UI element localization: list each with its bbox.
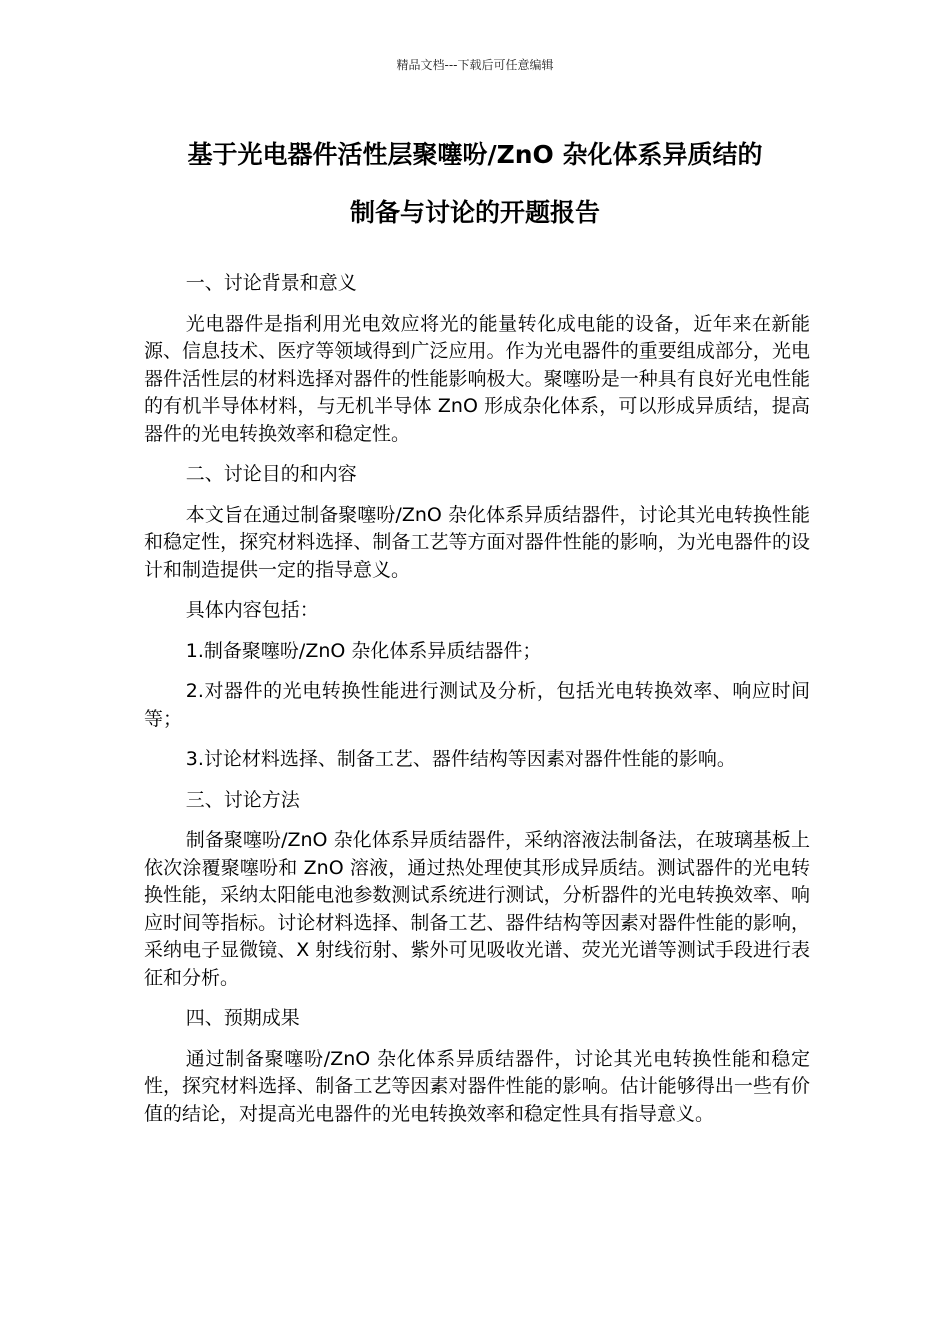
document-title-line-1: 基于光电器件活性层聚噻吩/ZnO 杂化体系异质结的 xyxy=(187,140,763,169)
content-item-1: 1.制备聚噻吩/ZnO 杂化体系异质结器件； xyxy=(185,639,542,662)
section-heading-method: 三、讨论方法 xyxy=(185,788,300,811)
section-heading-outcome: 四、预期成果 xyxy=(185,1007,300,1029)
document-body xyxy=(144,270,810,1141)
content-item-3: 3.讨论材料选择、制备工艺、器件结构等因素对器件性能的影响。 xyxy=(185,748,736,770)
document-title-line-2: 制备与讨论的开题报告 xyxy=(349,198,600,227)
paragraph-method: 制备聚噻吩/ZnO 杂化体系异质结器件，采纳溶液法制备法，在玻璃基板上依次涂覆聚噻吩和 ZnO 溶液，通过热处理使其形成异质结。测试器件的光电转换性能，采纳太阳能电池参数测试系统进行测试，分析器件的光电转换效率、响应时间等指标。讨论材料选择、制备工艺、器件结构等因素对器件性能的影响，采纳电子显微镜、X 射线衍射、紫外可见吸收光谱、荧光光谱等测试手段进行表征和分析。 xyxy=(144,829,810,989)
content-item-2: 2.对器件的光电转换性能进行测试及分析，包括光电转换效率、响应时间等； xyxy=(144,680,810,730)
paragraph-background: 光电器件是指利用光电效应将光的能量转化成电能的设备，近年来在新能源、信息技术、医疗等领域得到广泛应用。作为光电器件的重要组成部分，光电器件活性层的材料选择对器件的性能影响极大。聚噻吩是一种具有良好光电性能的有机半导体材料，与无机半导体 ZnO 形成杂化体系，可以形成异质结，提高器件的光电转换效率和稳定性。 xyxy=(144,312,810,445)
header-note: 精品文档---下载后可任意编辑 xyxy=(396,58,554,72)
paragraph-purpose: 本文旨在通过制备聚噻吩/ZnO 杂化体系异质结器件，讨论其光电转换性能和稳定性，探究材料选择、制备工艺等方面对器件性能的影响，为光电器件的设计和制造提供一定的指导意义。 xyxy=(144,503,810,581)
paragraph-outcome: 通过制备聚噻吩/ZnO 杂化体系异质结器件，讨论其光电转换性能和稳定性，探究材料选择、制备工艺等因素对器件性能的影响。估计能够得出一些有价值的结论，对提高光电器件的光电转换效率和稳定性具有指导意义。 xyxy=(144,1047,810,1125)
section-heading-background: 一、讨论背景和意义 xyxy=(185,272,357,294)
section-heading-purpose: 二、讨论目的和内容 xyxy=(185,463,357,485)
content-intro: 具体内容包括： xyxy=(185,599,319,621)
